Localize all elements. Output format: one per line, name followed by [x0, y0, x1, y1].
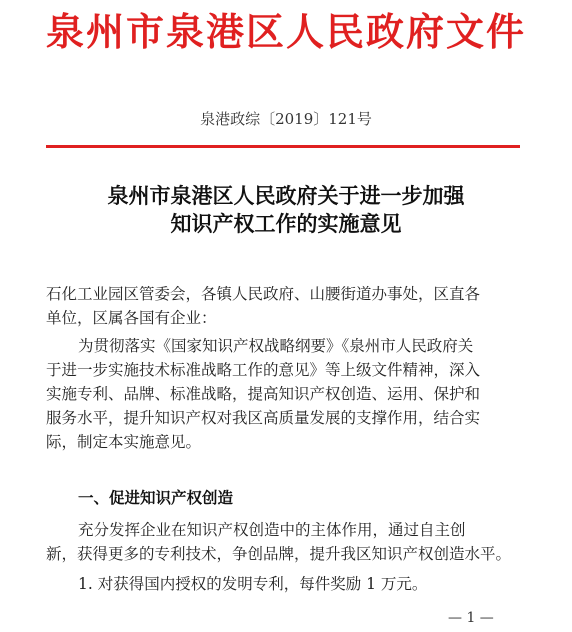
- section-1-para-line-2: 新，获得更多的专利技术，争创品牌，提升我区知识产权创造水平。: [46, 545, 512, 563]
- document-number: 泉港政综〔2019〕121号: [200, 110, 372, 128]
- recipients-block: [46, 282, 532, 330]
- document-title: [0, 182, 572, 238]
- intro-line-5: 际，制定本实施意见。: [46, 433, 202, 451]
- intro-line-4: 服务水平，提升知识产权对我区高质量发展的支撑作用，结合实: [46, 409, 481, 427]
- recipients-line-2: 单位，区属各国有企业：: [46, 309, 217, 327]
- intro-line-2: 于进一步实施技术标准战略工作的意见》等上级文件精神，深入: [46, 361, 481, 379]
- section-1: [46, 486, 532, 596]
- issuer-header: 泉州市泉港区人民政府文件: [45, 9, 526, 54]
- intro-line-3: 实施专利、品牌、标准战略，提高知识产权创造、运用、保护和: [46, 385, 481, 403]
- intro-paragraph: [46, 334, 532, 454]
- title-line-2: 知识产权工作的实施意见: [170, 211, 402, 236]
- section-1-item-1: 1. 对获得国内授权的发明专利，每件奖励 1 万元。: [78, 575, 428, 593]
- intro-line-1: 为贯彻落实《国家知识产权战略纲要》《泉州市人民政府关: [78, 337, 474, 355]
- title-line-1: 泉州市泉港区人民政府关于进一步加强: [107, 183, 465, 208]
- header-divider: [46, 145, 520, 148]
- section-1-heading: 一、促进知识产权创造: [78, 488, 234, 507]
- section-1-para-line-1: 充分发挥企业在知识产权创造中的主体作用，通过自主创: [78, 521, 466, 539]
- recipients-line-1: 石化工业园区管委会，各镇人民政府、山腰街道办事处，区直各: [46, 285, 481, 303]
- page-number: — 1 —: [448, 610, 494, 626]
